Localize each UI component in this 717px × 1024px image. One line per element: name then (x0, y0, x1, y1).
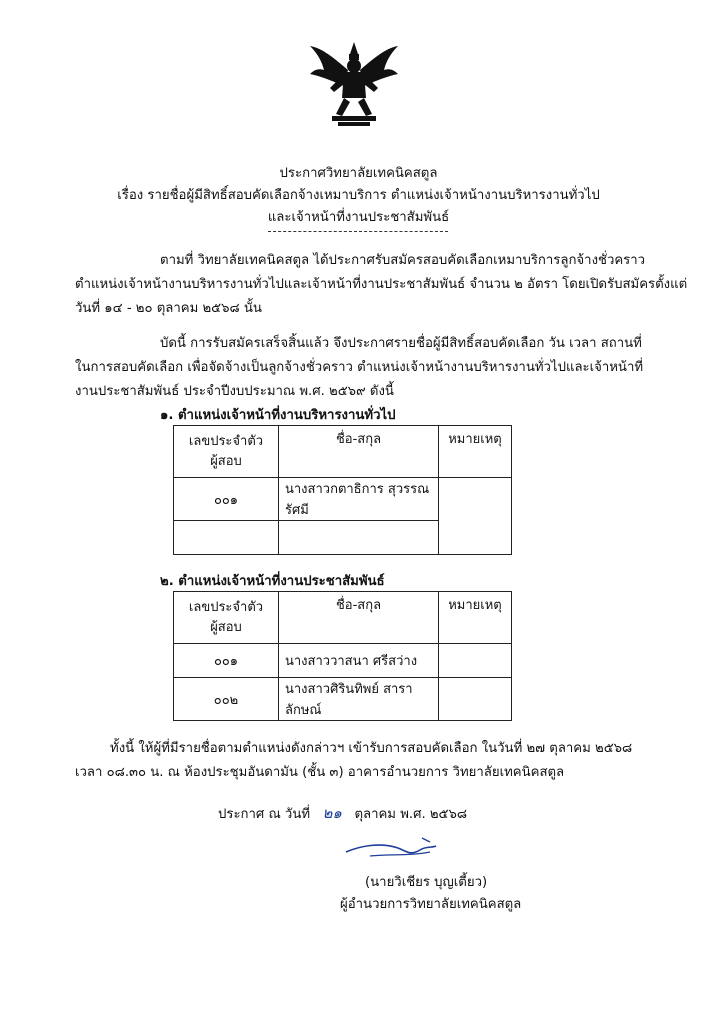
signer-position: ผู้อำนวยการวิทยาลัยเทคนิคสตูล (340, 897, 522, 912)
dashed-divider (268, 231, 448, 232)
col-id-header (174, 426, 279, 478)
col-id-header-line-1: เลขประจำตัว (188, 599, 264, 615)
row-id (174, 521, 279, 555)
section-2-title: ๒. ตำแหน่งเจ้าหน้าที่งานประชาสัมพันธ์ (160, 574, 385, 589)
row-name: นางสาวกตาธิการ สุวรรณรัศมี (279, 478, 439, 521)
announce-day: ๒๑ (322, 804, 342, 822)
para3-line-2: เวลา ๐๘.๓๐ น. ณ ห้องประชุมอันดามัน (ชั้น ๓) อาคารอำนวยการ วิทยาลัยเทคนิคสตูล (75, 765, 565, 780)
para3-line-1: ทั้งนี้ ให้ผู้ที่มีรายชื่อตามตำแหน่งดังกล่าวฯ เข้ารับการสอบคัดเลือก ในวันที่ ๒๗ ตุลาคม ๒๕๖๘ (110, 741, 633, 756)
row-note (439, 678, 512, 721)
announce-date (218, 801, 467, 825)
row-note (439, 644, 512, 678)
para2-line-2: ในการสอบคัดเลือก เพื่อจัดจ้างเป็นลูกจ้างชั่วคราว ตำแหน่งเจ้าหน้างานบริหารงานทั่วไปและเจ้าหน้าที่ (75, 360, 644, 375)
row-id: ๐๐๑ (174, 644, 279, 678)
section-1-table (173, 425, 512, 555)
section-1-title: ๑. ตำแหน่งเจ้าหน้าที่งานบริหารงานทั่วไป (160, 408, 396, 423)
garuda-emblem-icon (304, 40, 404, 130)
para2-line-1: บัดนี้ การรับสมัครเสร็จสิ้นแล้ว จึงประกาศรายชื่อผู้มีสิทธิ์สอบคัดเลือก วัน เวลา สถานที่ (160, 336, 642, 351)
subject-line-2: และเจ้าหน้าที่งานประชาสัมพันธ์ (267, 210, 450, 225)
col-note-header: หมายเหตุ (439, 592, 512, 644)
subject-line-1: เรื่อง รายชื่อผู้มีสิทธิ์สอบคัดเลือกจ้างเหมาบริการ ตำแหน่งเจ้าหน้างานบริหารงานทั่วไป (117, 188, 600, 203)
announce-suffix: ตุลาคม พ.ศ. ๒๕๖๘ (354, 807, 468, 822)
col-name-header: ชื่อ-สกุล (279, 592, 439, 644)
row-id: ๐๐๒ (174, 678, 279, 721)
col-id-header-line-1: เลขประจำตัว (188, 433, 264, 449)
announce-prefix: ประกาศ ณ วันที่ (218, 807, 311, 822)
table-row (174, 478, 512, 521)
table-header-row (174, 426, 512, 478)
row-name (279, 521, 439, 555)
para1-line-2: ตำแหน่งเจ้าหน้างานบริหารงานทั่วไปและเจ้าหน้าที่งานประชาสัมพันธ์ จำนวน ๒ อัตรา โดยเปิดรับสมัครตั้งแต่ (75, 277, 688, 292)
col-id-header (174, 592, 279, 644)
col-id-header-line-2: ผู้สอบ (210, 619, 242, 635)
para1-line-1: ตามที่ วิทยาลัยเทคนิคสตูล ได้ประกาศรับสมัครสอบคัดเลือกเหมาบริการลูกจ้างชั่วคราว (160, 253, 646, 268)
signer-name: (นายวิเชียร บุญเตี้ยว) (365, 875, 488, 890)
row-note (439, 478, 512, 555)
para2-line-3: งานประชาสัมพันธ์ ประจำปีงบประมาณ พ.ศ. ๒๕๖๙ ดังนี้ (75, 384, 394, 399)
announcement-title: ประกาศวิทยาลัยเทคนิคสตูล (279, 166, 438, 181)
para1-line-3: วันที่ ๑๔ - ๒๐ ตุลาคม ๒๕๖๘ นั้น (75, 301, 262, 316)
signature-icon (340, 832, 450, 862)
row-name: นางสาววาสนา ศรีสว่าง (279, 644, 439, 678)
col-note-header: หมายเหตุ (439, 426, 512, 478)
row-id: ๐๐๑ (174, 478, 279, 521)
col-id-header-line-2: ผู้สอบ (210, 453, 242, 469)
table-row (174, 644, 512, 678)
row-name: นางสาวศิรินทิพย์ สาราลักษณ์ (279, 678, 439, 721)
table-header-row (174, 592, 512, 644)
col-name-header: ชื่อ-สกุล (279, 426, 439, 478)
section-2-table (173, 591, 512, 721)
table-row (174, 678, 512, 721)
